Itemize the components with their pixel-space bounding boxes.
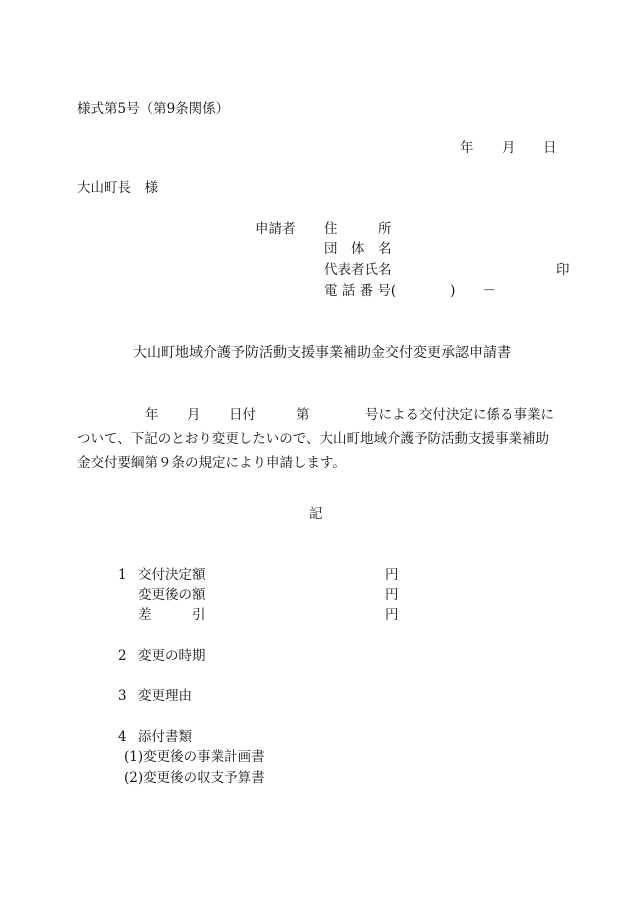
seal-mark: 印 xyxy=(556,262,570,278)
item-4-label: 添付書類 xyxy=(138,729,192,745)
item-2-number: 2 xyxy=(118,648,127,664)
body-number-prefix: 第 xyxy=(296,407,310,423)
item-3-number: 3 xyxy=(118,688,127,704)
item-1-row-2-unit: 円 xyxy=(385,587,399,603)
applicant-organization-label: 団 体 名 xyxy=(324,241,392,257)
item-4-number: 4 xyxy=(118,729,127,745)
applicant-representative-label: 代表者氏名 xyxy=(324,262,392,278)
item-2-label: 変更の時期 xyxy=(138,648,206,664)
document-title: 大山町地域介護予防活動支援事業補助金交付変更承認申請書 xyxy=(133,345,511,361)
item-1-number: 1 xyxy=(118,567,127,583)
item-1-row-2-label: 変更後の額 xyxy=(138,587,206,603)
body-day-ref: 日付 xyxy=(229,407,256,423)
form-number: 様式第5号（第9条関係） xyxy=(77,101,230,117)
date-day: 日 xyxy=(543,140,557,156)
item-4-sub-2: (2)変更後の収支予算書 xyxy=(124,770,265,786)
addressee: 大山町長 様 xyxy=(77,180,158,196)
item-1-row-3-unit: 円 xyxy=(385,607,399,623)
item-1-row-3-label: 差 引 xyxy=(138,607,206,623)
body-line1-rest: 号による交付決定に係る事業に xyxy=(365,407,554,423)
applicant-address-label: 住 所 xyxy=(324,221,392,237)
body-line-3: 金交付要綱第９条の規定により申請します。 xyxy=(77,455,346,471)
ki-heading: 記 xyxy=(309,506,323,522)
body-month: 月 xyxy=(187,407,201,423)
item-3-label: 変更理由 xyxy=(138,688,192,704)
item-4-sub-1: (1)変更後の事業計画書 xyxy=(124,749,265,765)
body-paragraph xyxy=(77,403,567,475)
date-month: 月 xyxy=(502,140,516,156)
body-year: 年 xyxy=(145,407,159,423)
body-line-2: ついて、下記のとおり変更したいので、大山町地域介護予防活動支援事業補助 xyxy=(77,431,549,447)
date-year: 年 xyxy=(460,140,474,156)
applicant-label: 申請者 xyxy=(255,221,296,237)
applicant-phone-label: 電 話 番 号( ) － xyxy=(324,283,496,299)
body-line-1 xyxy=(77,403,567,427)
item-1-row-1-label: 交付決定額 xyxy=(138,567,206,583)
item-1-row-1-unit: 円 xyxy=(385,567,399,583)
